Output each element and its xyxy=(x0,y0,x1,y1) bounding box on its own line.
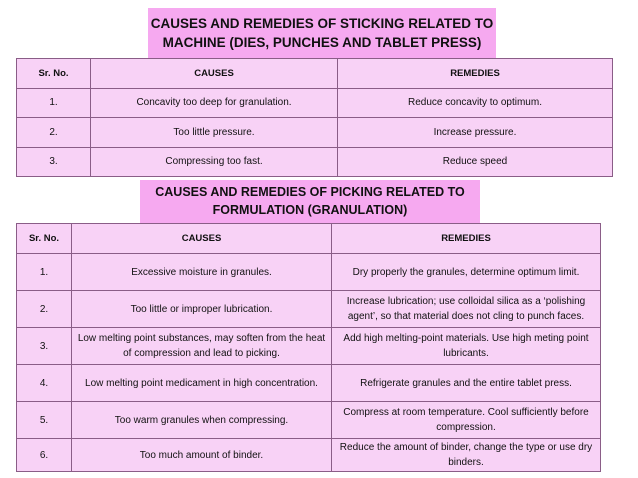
table-row xyxy=(17,365,601,402)
cause-cell: Low melting point substances, may soften from the heat of compression and lead to picking. xyxy=(72,328,332,365)
table-header-row xyxy=(17,59,613,89)
sr-no-cell: 1. xyxy=(17,88,91,118)
table-row xyxy=(17,254,601,291)
table-row xyxy=(17,88,613,118)
sr-no-cell: 4. xyxy=(17,365,72,402)
sr-no-cell: 2. xyxy=(17,118,91,148)
table-row xyxy=(17,118,613,148)
header-sr-no: Sr. No. xyxy=(17,59,91,89)
remedy-cell: Refrigerate granules and the entire tablet press. xyxy=(332,365,601,402)
table1-title-line2: MACHINE (DIES, PUNCHES AND TABLET PRESS) xyxy=(162,35,482,50)
sr-no-cell: 5. xyxy=(17,402,72,439)
header-remedies: REMEDIES xyxy=(338,59,613,89)
sr-no-cell: 3. xyxy=(17,147,91,177)
header-remedies: REMEDIES xyxy=(332,224,601,254)
table1-title-line1: CAUSES AND REMEDIES OF STICKING RELATED TO xyxy=(150,16,494,31)
sticking-remedies-table xyxy=(16,58,613,177)
table1-title xyxy=(148,8,496,60)
table2-title-line2: FORMULATION (GRANULATION) xyxy=(212,203,408,217)
header-sr-no: Sr. No. xyxy=(17,224,72,254)
remedy-cell: Reduce the amount of binder, change the type or use dry binders. xyxy=(332,439,601,472)
remedy-cell: Add high melting-point materials. Use high meting point lubricants. xyxy=(332,328,601,365)
cause-cell: Low melting point medicament in high concentration. xyxy=(72,365,332,402)
cause-cell: Concavity too deep for granulation. xyxy=(91,88,338,118)
picking-remedies-table xyxy=(16,223,601,472)
table2-title xyxy=(140,180,480,224)
table-row xyxy=(17,147,613,177)
cause-cell: Too little or improper lubrication. xyxy=(72,291,332,328)
table-row xyxy=(17,439,601,472)
table-row xyxy=(17,291,601,328)
remedy-cell: Increase pressure. xyxy=(338,118,613,148)
sr-no-cell: 6. xyxy=(17,439,72,472)
table-header-row xyxy=(17,224,601,254)
cause-cell: Too much amount of binder. xyxy=(72,439,332,472)
cause-cell: Too warm granules when compressing. xyxy=(72,402,332,439)
remedy-cell: Compress at room temperature. Cool sufficiently before compression. xyxy=(332,402,601,439)
sr-no-cell: 2. xyxy=(17,291,72,328)
cause-cell: Excessive moisture in granules. xyxy=(72,254,332,291)
remedy-cell: Increase lubrication; use colloidal silica as a ‘polishing agent’, so that material does not cling to punch faces. xyxy=(332,291,601,328)
remedy-cell: Reduce concavity to optimum. xyxy=(338,88,613,118)
sr-no-cell: 3. xyxy=(17,328,72,365)
cause-cell: Too little pressure. xyxy=(91,118,338,148)
header-causes: CAUSES xyxy=(72,224,332,254)
table-row xyxy=(17,328,601,365)
table-row xyxy=(17,402,601,439)
remedy-cell: Reduce speed xyxy=(338,147,613,177)
cause-cell: Compressing too fast. xyxy=(91,147,338,177)
header-causes: CAUSES xyxy=(91,59,338,89)
table2-title-line1: CAUSES AND REMEDIES OF PICKING RELATED TO xyxy=(155,185,465,199)
sr-no-cell: 1. xyxy=(17,254,72,291)
remedy-cell: Dry properly the granules, determine optimum limit. xyxy=(332,254,601,291)
